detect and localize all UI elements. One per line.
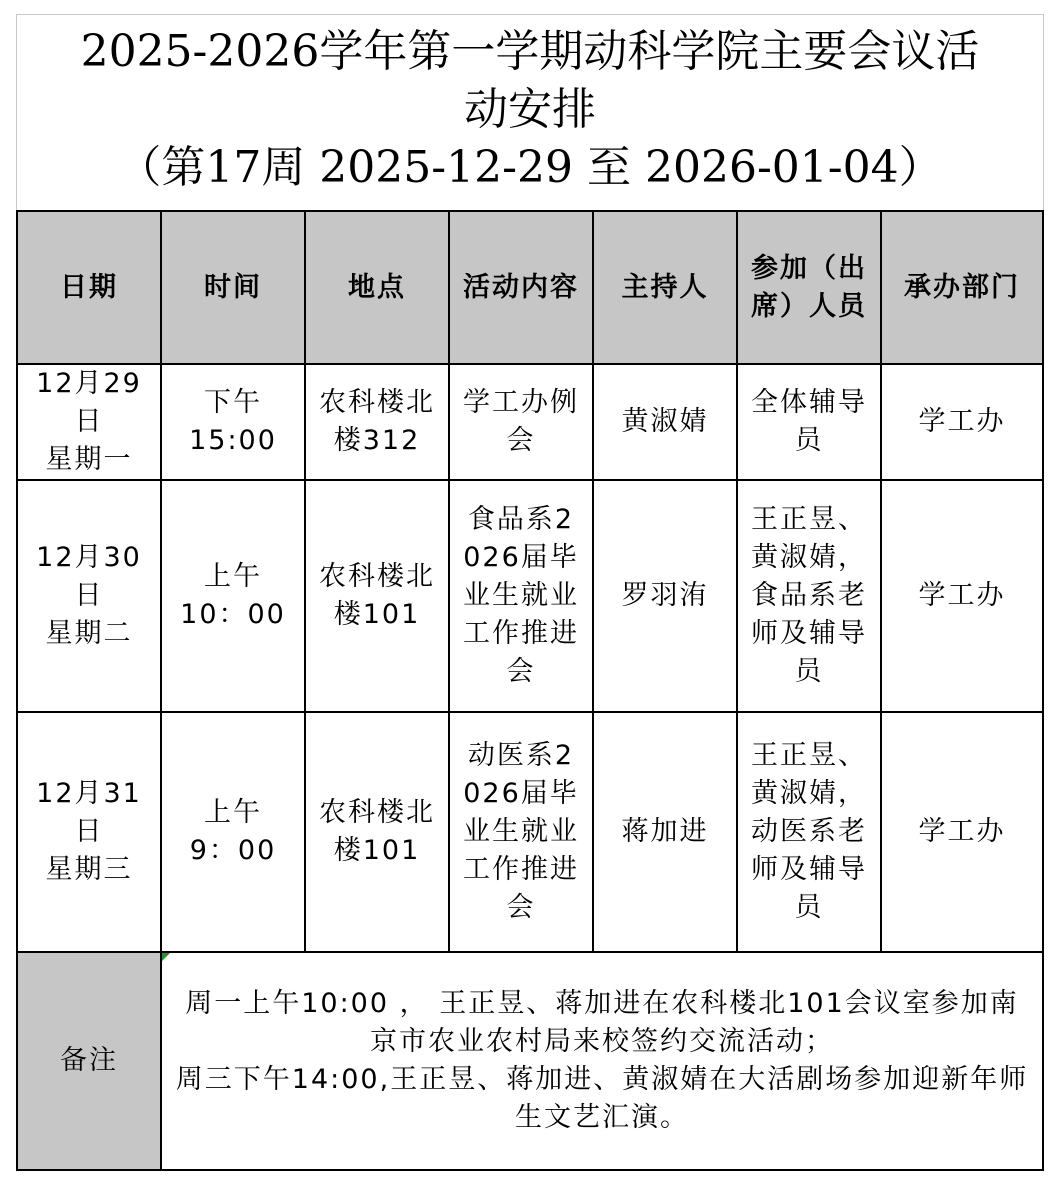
location-cell: 农科楼北楼101	[305, 712, 449, 952]
notes-label: 备注	[17, 952, 161, 1170]
weekday-text: 星期二	[45, 618, 133, 649]
date-cell	[17, 480, 161, 712]
date-text: 12月30日	[36, 542, 142, 611]
time-period: 下午	[204, 387, 262, 418]
host-cell: 蒋加进	[593, 712, 737, 952]
location-cell: 农科楼北楼312	[305, 364, 449, 480]
time-cell	[161, 712, 305, 952]
activity-cell: 食品系2026届毕业生就业工作推进会	[449, 480, 593, 712]
note-line-2: 周三下午14:00,王正昱、蒋加进、黄淑婧在大活剧场参加迎新年师生文艺汇演。	[175, 1064, 1029, 1133]
host-cell: 黄淑婧	[593, 364, 737, 480]
title-line-3: （第17周 2025-12-29 至 2026-01-04）	[117, 142, 943, 193]
header-activity: 活动内容	[449, 211, 593, 364]
header-date: 日期	[17, 211, 161, 364]
weekday-text: 星期一	[45, 444, 133, 475]
dept-cell: 学工办	[881, 364, 1043, 480]
time-cell	[161, 480, 305, 712]
weekday-text: 星期三	[45, 854, 133, 885]
time-cell	[161, 364, 305, 480]
notes-row	[17, 952, 1043, 1170]
activity-cell: 学工办例会	[449, 364, 593, 480]
header-host: 主持人	[593, 211, 737, 364]
title-line-2: 动安排	[464, 84, 596, 135]
cell-comment-marker	[162, 953, 170, 961]
host-cell: 罗羽洧	[593, 480, 737, 712]
time-period: 上午	[204, 561, 262, 592]
attendees-cell: 王正昱、黄淑婧，动医系老师及辅导员	[737, 712, 881, 952]
location-cell: 农科楼北楼101	[305, 480, 449, 712]
date-text: 12月31日	[36, 778, 142, 847]
time-clock: 9：00	[189, 835, 277, 866]
date-cell	[17, 364, 161, 480]
schedule-table	[16, 210, 1044, 1171]
document-title	[16, 14, 1044, 211]
attendees-cell: 王正昱、黄淑婧，食品系老师及辅导员	[737, 480, 881, 712]
time-period: 上午	[204, 797, 262, 828]
header-location: 地点	[305, 211, 449, 364]
title-line-1: 2025-2026学年第一学期动科学院主要会议活	[80, 26, 980, 77]
time-clock: 15:00	[189, 425, 277, 456]
header-attendees: 参加（出席）人员	[737, 211, 881, 364]
date-text: 12月29日	[36, 368, 142, 437]
table-row	[17, 712, 1043, 952]
table-row	[17, 364, 1043, 480]
dept-cell: 学工办	[881, 712, 1043, 952]
notes-cell	[161, 952, 1043, 1170]
header-dept: 承办部门	[881, 211, 1043, 364]
time-clock: 10：00	[180, 599, 286, 630]
attendees-cell: 全体辅导员	[737, 364, 881, 480]
header-time: 时间	[161, 211, 305, 364]
table-row	[17, 480, 1043, 712]
note-line-1: 周一上午10:00 ， 王正昱、蒋加进在农科楼北101会议室参加南京市农业农村局来校签约交流活动；	[185, 988, 1019, 1057]
dept-cell: 学工办	[881, 480, 1043, 712]
table-header-row	[17, 211, 1043, 364]
date-cell	[17, 712, 161, 952]
activity-cell: 动医系2026届毕业生就业工作推进会	[449, 712, 593, 952]
